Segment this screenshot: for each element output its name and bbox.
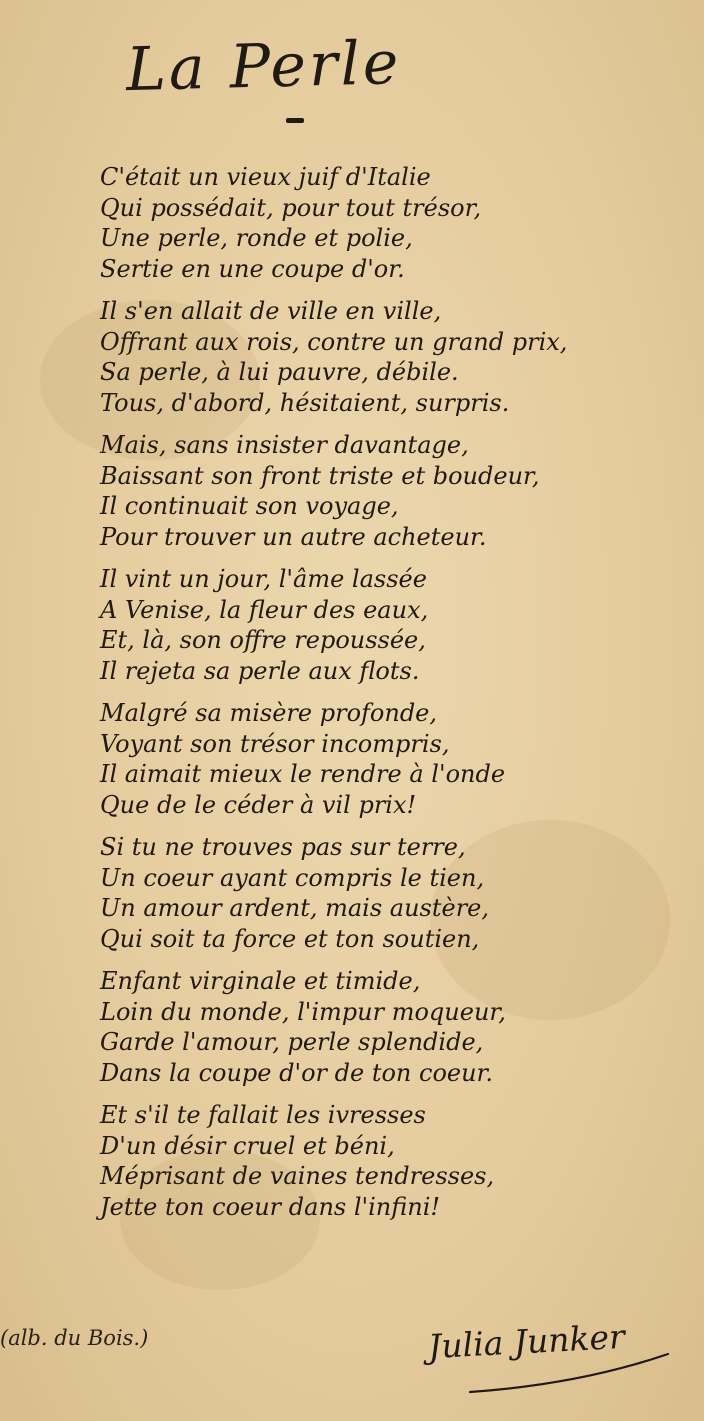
poem-line: Jette ton coeur dans l'infini! (100, 1192, 441, 1221)
poem-line: D'un désir cruel et béni, (100, 1131, 395, 1160)
poem-line: Il aimait mieux le rendre à l'onde (100, 760, 506, 788)
poem-line: Un amour ardent, mais austère, (100, 894, 490, 922)
poem-line: Voyant son trésor incompris, (100, 729, 450, 758)
stanza (100, 564, 640, 686)
poem-line: Mais, sans insister davantage, (100, 431, 469, 459)
poem-title: La Perle (125, 27, 403, 106)
signature (428, 1318, 678, 1400)
stanza (100, 966, 640, 1088)
poem-line: Si tu ne trouves pas sur terre, (100, 833, 466, 861)
poem-line: Il rejeta sa perle aux flots. (100, 656, 420, 685)
poem-line: Loin du monde, l'impur moqueur, (100, 997, 506, 1026)
signature-text: Julia Junker (427, 1316, 626, 1367)
poem-line: Il continuait son voyage, (100, 492, 399, 520)
poem-line: Garde l'amour, perle splendide, (100, 1028, 484, 1056)
poem-line: Une perle, ronde et polie, (100, 224, 413, 252)
poem-line: Malgré sa misère profonde, (100, 699, 438, 727)
poem-line: Qui possédait, pour tout trésor, (100, 193, 482, 222)
title-dash (286, 118, 304, 123)
poem-line: Baissant son front triste et boudeur, (100, 461, 540, 490)
poem-line: Enfant virginale et timide, (100, 967, 421, 995)
poem-line: Il s'en allait de ville en ville, (100, 297, 442, 325)
stanza (100, 832, 640, 954)
poem-line: A Venise, la fleur des eaux, (100, 595, 429, 624)
source-note: (alb. du Bois.) (0, 1326, 149, 1350)
stanza (100, 430, 640, 552)
poem-line: Un coeur ayant compris le tien, (100, 863, 485, 892)
poem-line: Qui soit ta force et ton soutien, (100, 924, 480, 953)
signature-flourish-icon (468, 1348, 678, 1398)
poem-line: Dans la coupe d'or de ton coeur. (100, 1058, 494, 1087)
stanza (100, 162, 640, 284)
poem-line: Sa perle, à lui pauvre, débile. (100, 358, 459, 386)
poem-line: Tous, d'abord, hésitaient, surpris. (100, 388, 510, 417)
poem-line: Et, là, son offre repoussée, (100, 626, 426, 654)
poem-line: Pour trouver un autre acheteur. (100, 522, 487, 551)
poem-line: Et s'il te fallait les ivresses (100, 1101, 426, 1129)
poem-line: Que de le céder à vil prix! (100, 790, 417, 819)
stanza (100, 296, 640, 418)
poem-line: Il vint un jour, l'âme lassée (100, 565, 427, 593)
poem-line: Offrant aux rois, contre un grand prix, (100, 327, 568, 356)
poem-line: C'était un vieux juif d'Italie (100, 163, 431, 191)
poem-line: Sertie en une coupe d'or. (100, 254, 405, 283)
stanza (100, 698, 640, 820)
poem-body (100, 162, 640, 1234)
stanza (100, 1100, 640, 1222)
poem-line: Méprisant de vaines tendresses, (100, 1162, 495, 1190)
